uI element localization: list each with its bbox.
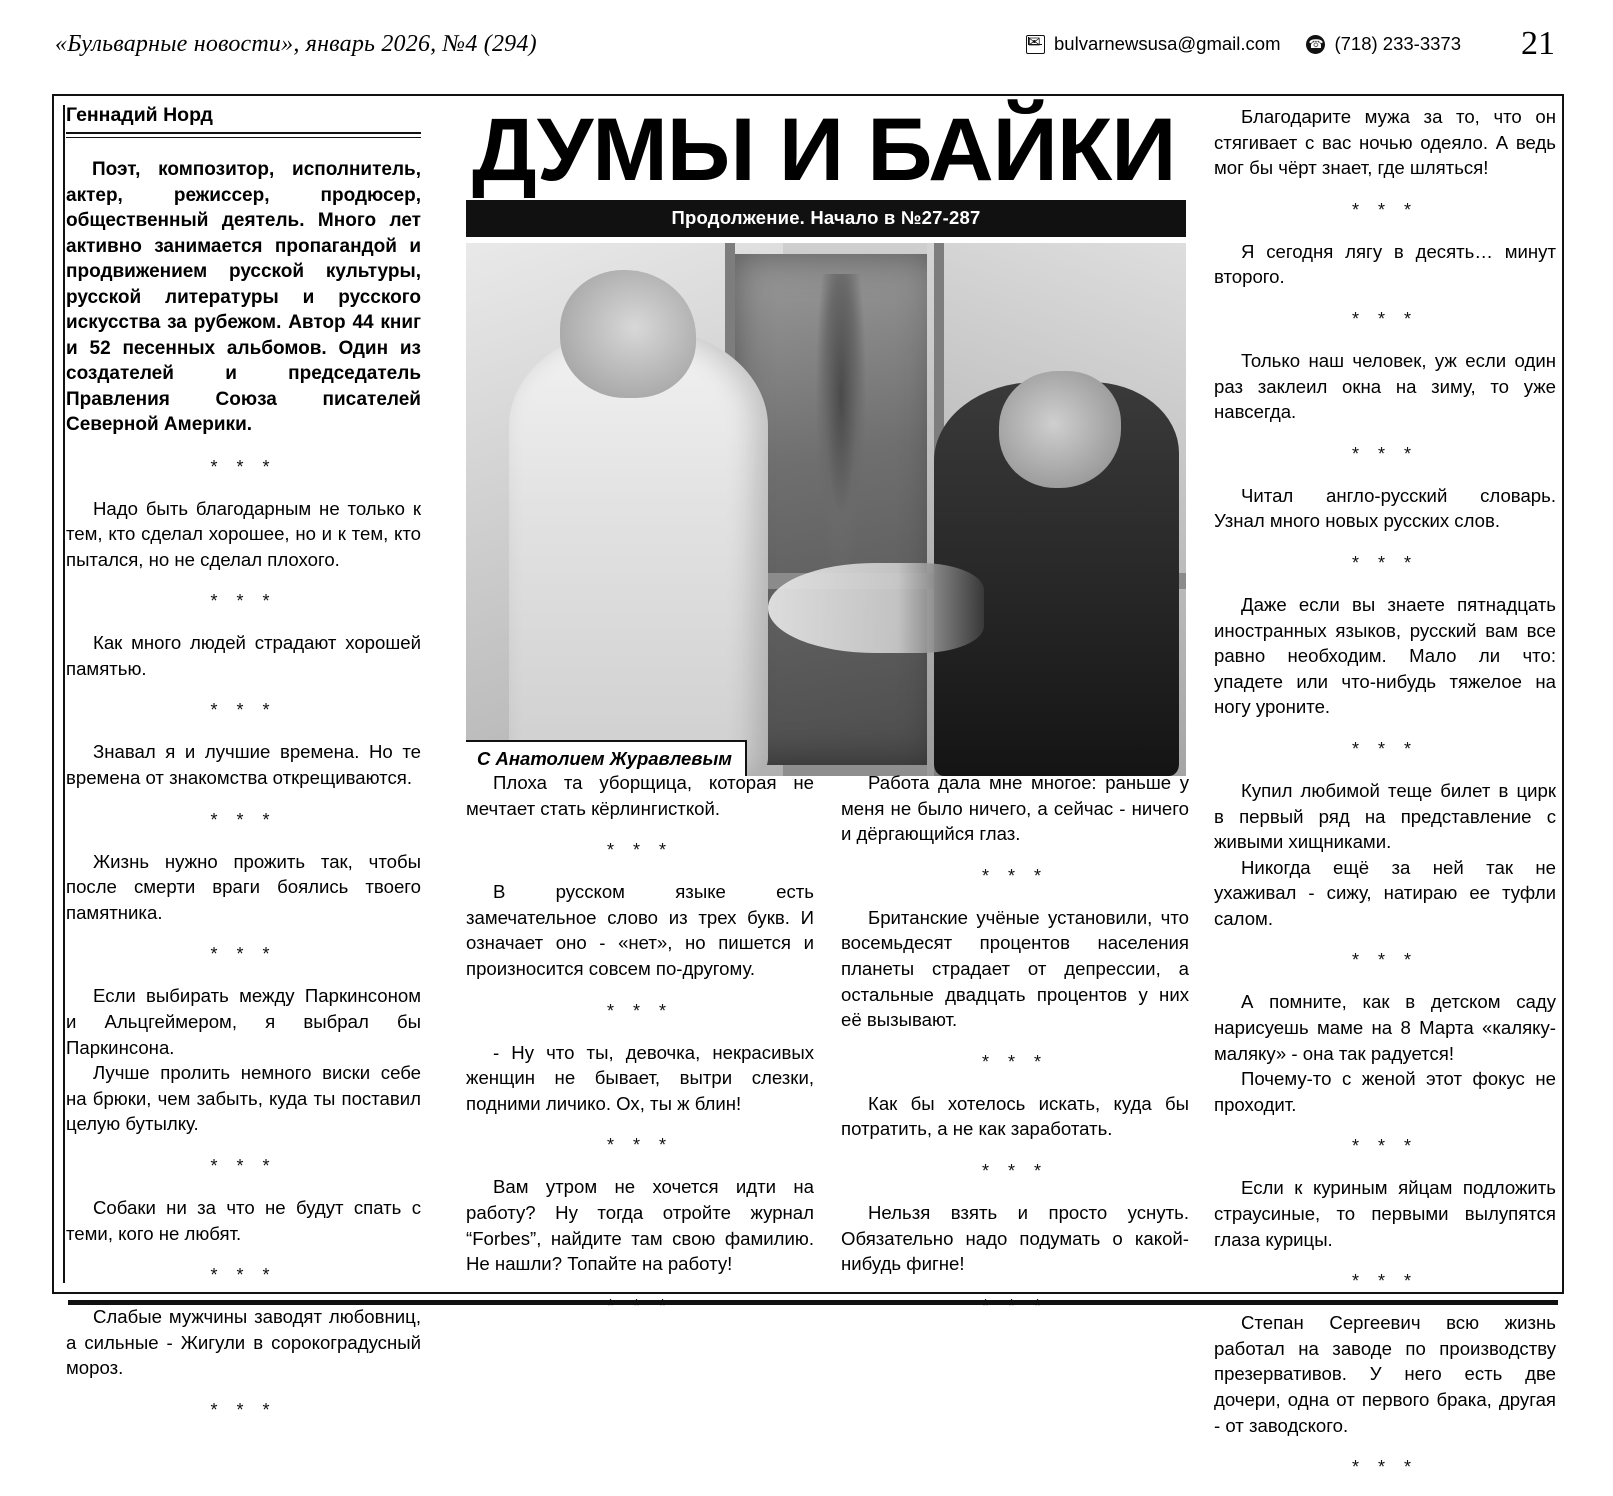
joke-paragraph: Британские учёные установили, что восемьдесят процентов населения планеты страдает от депрессии, а остальные двадцать процентов у них её вызывают.: [841, 906, 1189, 1031]
joke-paragraph: Степан Сергеевич всю жизнь работал на заводе по производству презервативов. У него есть две дочери, одна от первого брака, другая - от заводского.: [1214, 1312, 1556, 1436]
joke-paragraph: Вам утром не хочется идти на работу? Ну тогда отройте журнал “Forbes”, найдите там свою фамилию. Не нашли? Топайте на работу!: [466, 1176, 814, 1275]
column-mid-b: [841, 770, 1189, 1335]
joke-paragraph: Собаки ни за что не будут спать с теми, кого не любят.: [66, 1197, 421, 1244]
feature-header: [466, 99, 1186, 776]
separator: * * *: [606, 1000, 674, 1021]
separator: * * *: [981, 1160, 1049, 1181]
joke-paragraph: Как бы хотелось искать, куда бы потратить, а не как заработать.: [841, 1092, 1189, 1140]
separator: * * *: [210, 944, 277, 965]
publication-line: «Бульварные новости», январь 2026, №4 (294): [55, 30, 537, 57]
photo-person-right-head: [999, 371, 1121, 488]
joke-paragraph: Если выбирать между Паркинсоном и Альцгеймером, я выбрал бы Паркинсона.: [66, 985, 421, 1058]
separator: * * *: [606, 840, 674, 861]
joke-paragraph: Знавал я и лучшие времена. Но те времена от знакомства открещиваются.: [66, 741, 421, 789]
photo-handshake: [768, 563, 984, 654]
photo-tree: [816, 274, 866, 581]
separator: * * *: [1351, 1136, 1419, 1157]
column-right: [1214, 104, 1556, 1496]
author-name: Геннадий Норд: [66, 104, 213, 126]
separator: * * *: [210, 591, 277, 612]
phone-contact[interactable]: [1306, 33, 1461, 55]
phone-icon: ☎: [1306, 35, 1325, 54]
joke-paragraph: Нельзя взять и просто уснуть. Обязательно надо подумать о какой-нибудь фигне!: [841, 1201, 1189, 1275]
joke-paragraph: Даже если вы знаете пятнадцать иностранных языков, русский вам все равно необходим. Мало ли что: упадете или что-нибудь тяжелое на ногу уроните.: [1214, 593, 1556, 718]
joke-paragraph: Плоха та уборщица, которая не мечтает стать кёрлингисткой.: [466, 772, 814, 819]
column-mid-a: [466, 770, 814, 1335]
author-rule: [66, 132, 421, 138]
email-contact[interactable]: [1026, 33, 1280, 55]
separator: * * *: [210, 809, 277, 830]
masthead-contacts: [1026, 25, 1555, 63]
joke-paragraph: Благодарите мужа за то, что он стягивает с вас ночью одеяло. А ведь мог бы чёрт знает, где шляться!: [1214, 106, 1556, 179]
joke-paragraph: Лучше пролить немного виски себе на брюки, чем забыть, куда ты поставил целую бутылку.: [66, 1062, 421, 1135]
separator: * * *: [1351, 950, 1419, 971]
separator: * * *: [1351, 443, 1419, 464]
separator: * * *: [606, 1135, 674, 1156]
separator: * * *: [981, 1051, 1049, 1072]
separator: * * *: [210, 700, 277, 721]
joke-paragraph: Почему-то с женой этот фокус не проходит.: [1214, 1068, 1556, 1115]
separator: * * *: [981, 865, 1049, 886]
email-text: bulvarnewsusa@gmail.com: [1054, 33, 1281, 54]
joke-paragraph: Читал англо-русский словарь. Узнал много новых русских слов.: [1214, 484, 1556, 532]
joke-paragraph: Если к куриным яйцам подложить страусиные, то первыми вылупятся глаза курицы.: [1214, 1177, 1556, 1250]
page-content: [66, 99, 1556, 1478]
separator: * * *: [981, 1295, 1049, 1316]
joke-paragraph: Надо быть благодарным не только к тем, кто сделал хорошее, но и к тем, кто пытался, но не сделал плохого.: [66, 497, 421, 570]
joke-paragraph: Слабые мужчины заводят любовниц, а сильные - Жигули в сорокоградусный мороз.: [66, 1306, 421, 1379]
joke-paragraph: Купил любимой теще билет в цирк в первый ряд на представление с живыми хищниками.: [1214, 779, 1556, 853]
separator: * * *: [210, 1156, 277, 1176]
joke-paragraph: - Ну что ты, девочка, некрасивых женщин не бывает, вытри слезки, подними личико. Ох, ты ж блин!: [466, 1041, 814, 1114]
photo-caption: С Анатолием Журавлевым: [466, 740, 747, 776]
page-title: ДУМЫ И БАЙКИ: [472, 99, 1176, 199]
separator: * * *: [210, 1265, 277, 1286]
masthead: [0, 0, 1613, 88]
joke-paragraph: Работа дала мне многое: раньше у меня не было ничего, а сейчас - ничего и дёргающийся глаз.: [841, 772, 1189, 845]
phone-text: (718) 233-3373: [1334, 33, 1461, 54]
author-bio: Поэт, композитор, исполнитель, актер, режиссер, продюсер, общественный деятель. Много лет активно занимается пропагандой и продвижением русской культуры, русской литературы и русского искусства за рубежом. Автор 44 книг и 52 песенных альбомов. Один из создателей и председатель Правления Союза писателей Северной Америки.: [66, 159, 421, 435]
separator: * * *: [1351, 552, 1419, 573]
joke-paragraph: В русском языке есть замечательное слово из трех букв. И означает оно - «нет», но пишется и произносится совсем по-другому.: [466, 881, 814, 979]
separator: * * *: [1351, 199, 1419, 220]
continuation-bar: Продолжение. Начало в №27-287: [466, 200, 1186, 237]
separator: * * *: [1351, 1271, 1419, 1292]
separator: * * *: [1351, 308, 1419, 329]
joke-paragraph: Я сегодня лягу в десять… минут второго.: [1214, 240, 1556, 288]
page-number: 21: [1521, 25, 1555, 62]
joke-paragraph: Только наш человек, уж если один раз заклеил окна на зиму, то уже навсегда.: [1214, 349, 1556, 423]
column-left: [66, 104, 421, 1439]
separator: * * *: [210, 1399, 277, 1420]
separator: * * *: [1351, 738, 1419, 759]
separator: * * *: [606, 1295, 674, 1316]
joke-paragraph: А помните, как в детском саду нарисуешь маме на 8 Марта «каляку-маляку» - она так радуется!: [1214, 991, 1556, 1064]
mail-icon: [1026, 35, 1045, 54]
separator: * * *: [210, 456, 277, 477]
separator: * * *: [1351, 1457, 1419, 1478]
joke-paragraph: Как много людей страдают хорошей памятью.: [66, 632, 421, 679]
joke-paragraph: Никогда ещё за ней так не ухаживал - сижу, натираю ее туфли салом.: [1214, 856, 1556, 929]
joke-paragraph: Жизнь нужно прожить так, чтобы после смерти враги боялись твоего памятника.: [66, 850, 421, 923]
feature-photo: [466, 243, 1186, 776]
